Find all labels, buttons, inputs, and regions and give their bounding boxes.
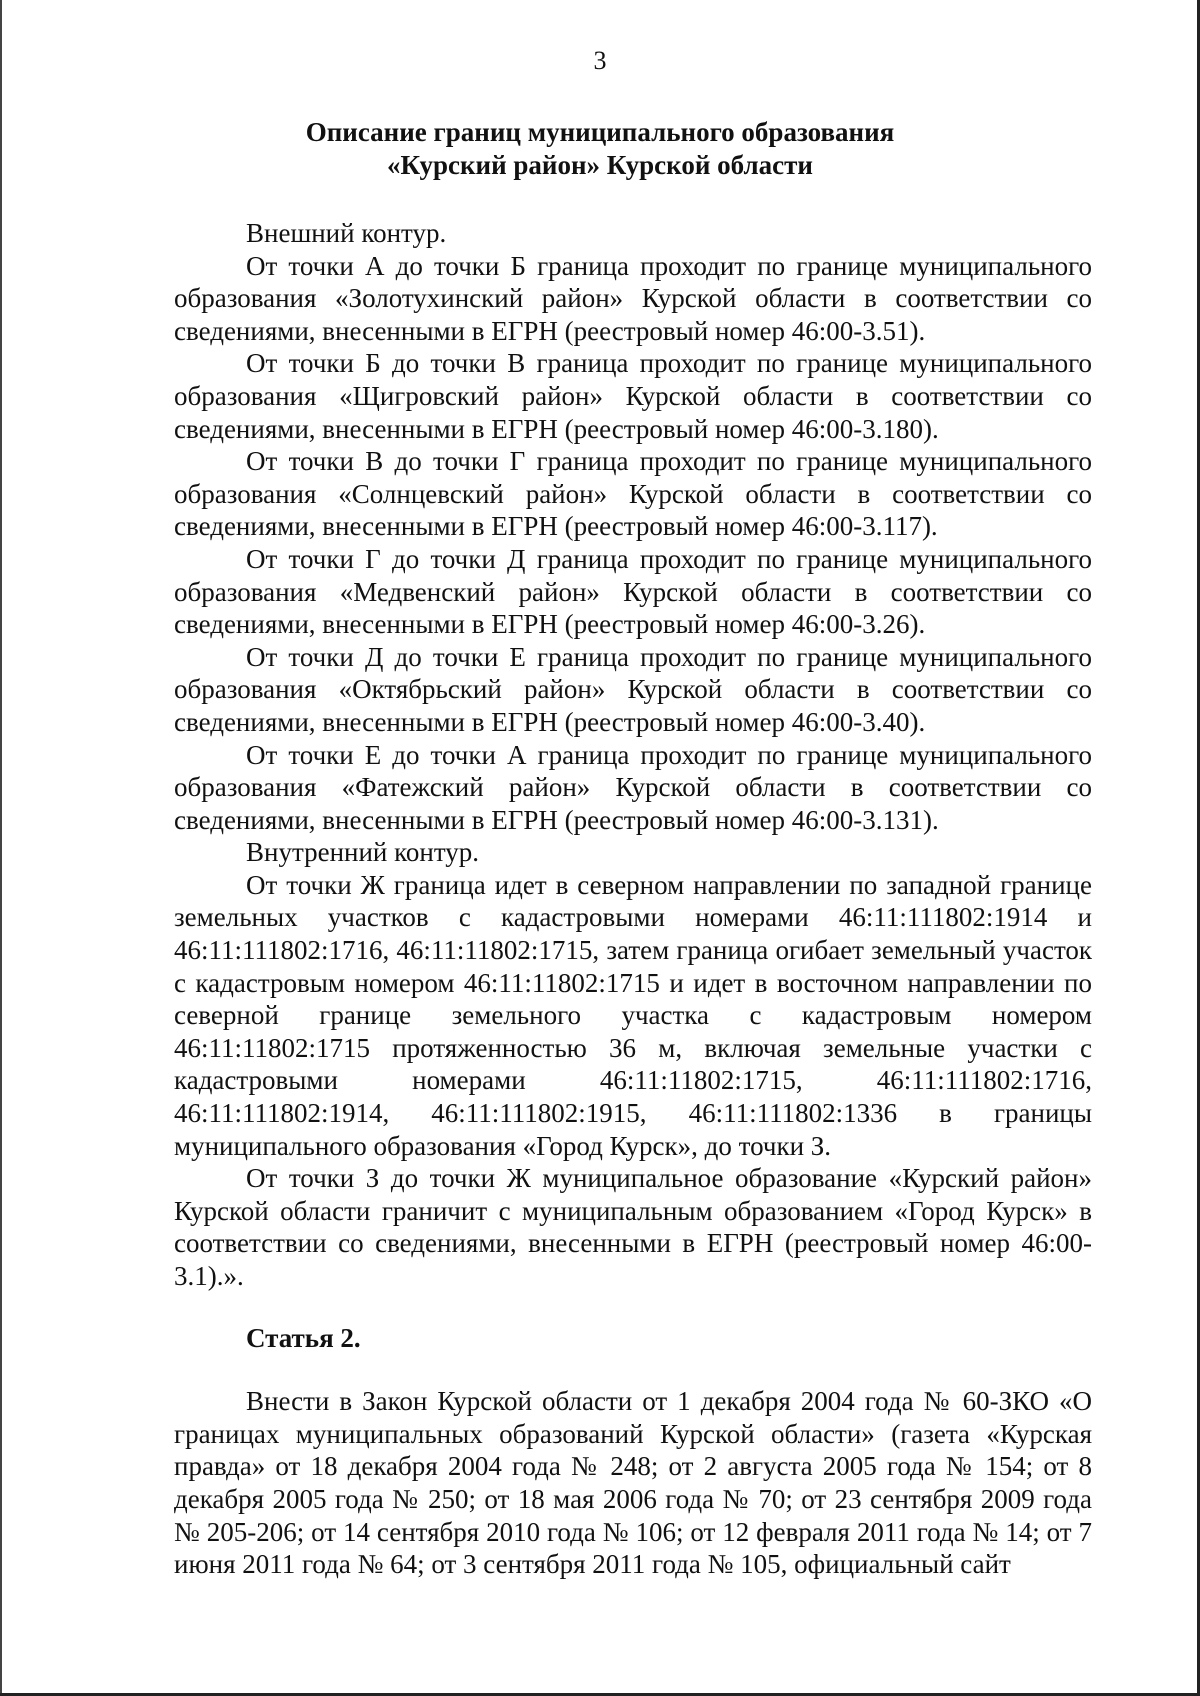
page-number: 3 xyxy=(593,46,607,75)
paragraph-segment-z-zh: От точки З до точки Ж муниципальное образование «Курский район» Курской области граничит с муниципальным образованием «Город Курск» в соответствии со сведениями, внесенными в ЕГРН (реестровый номер 46:00-3.1).». xyxy=(174,1163,1092,1291)
document-body xyxy=(174,217,1092,1581)
paragraph-segment-a-b: От точки А до точки Б граница проходит по границе муниципального образования «Золотухинский район» Курской области в соответствии со сведениями, внесенными в ЕГРН (реестровый номер 46:00-3.51). xyxy=(174,250,1092,346)
paragraph-segment-d-e: От точки Д до точки Е граница проходит по границе муниципального образования «Октябрьский район» Курской области в соответствии со сведениями, внесенными в ЕГРН (реестровый номер 46:00-3.40). xyxy=(174,641,1092,737)
paragraph-segment-g-d: От точки Г до точки Д граница проходит по границе муниципального образования «Медвенский район» Курской области в соответствии со сведениями, внесенными в ЕГРН (реестровый номер 46:00-3.26). xyxy=(174,543,1092,640)
article-2-text: Внести в Закон Курской области от 1 декабря 2004 года № 60-ЗКО «О границах муниципальных образований Курской области» (газета «Курская правда» от 18 декабря 2004 года № 248; от 2 августа 2005 года № 154; от 8 декабря 2005 года № 250; от 18 мая 2006 года № 70; от 23 сентября 2009 года № 205-206; от 14 сентября 2010 года № 106; от 12 февраля 2011 года № 14; от 7 июня 2011 года № 64; от 3 сентября 2011 года № 105, официальный сайт xyxy=(174,1386,1092,1580)
paragraph-outer-contour: Внешний контур. xyxy=(246,218,447,248)
section-title-line-1: Описание границ муниципального образования xyxy=(305,117,895,147)
section-title xyxy=(140,116,1060,182)
section-title-line-2: «Курский район» Курской области xyxy=(387,150,813,180)
paragraph-inner-contour: Внутренний контур. xyxy=(246,837,480,868)
paragraph-segment-v-g: От точки В до точки Г граница проходит по границе муниципального образования «Солнцевский район» Курской области в соответствии со сведениями, внесенными в ЕГРН (реестровый номер 46:00-3.117). xyxy=(174,446,1092,542)
paragraph-segment-zh: От точки Ж граница идет в северном направлении по западной границе земельных участков с кадастровыми номерами 46:11:111802:1914 и 46:11:111802:1716, 46:11:11802:1715, затем граница огибает земельный участок с кадастровым номером 46:11:11802:1715 и идет в восточном направлении по северной границе земельного участка с кадастровым номером 46:11:11802:1715 протяженностью 36 м, включая земельные участки с кадастровыми номерами 46:11:11802:1715, 46:11:111802:1716, 46:11:111802:1914, 46:11:111802:1915, 46:11:111802:1336 в границы муниципального образования «Город Курск», до точки З. xyxy=(174,869,1092,1161)
paragraph-segment-e-a: От точки Е до точки А граница проходит по границе муниципального образования «Фатежский район» Курской области в соответствии со сведениями, внесенными в ЕГРН (реестровый номер 46:00-3.131). xyxy=(174,739,1092,835)
article-heading: Статья 2. xyxy=(246,1322,361,1353)
paragraph-segment-b-v: От точки Б до точки В граница проходит по границе муниципального образования «Щигровский район» Курской области в соответствии со сведениями, внесенными в ЕГРН (реестровый номер 46:00-3.180). xyxy=(174,348,1092,444)
scan-edge-left xyxy=(0,0,2,1696)
